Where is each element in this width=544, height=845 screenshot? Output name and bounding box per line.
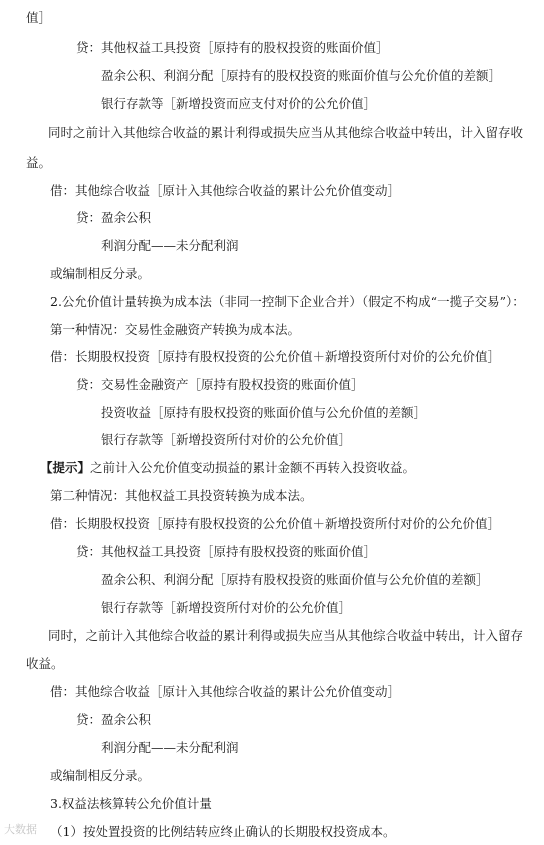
text-line: 借：长期股权投资［原持有股权投资的公允价值＋新增投资所付对价的公允价值］ <box>50 516 501 531</box>
text-line: 值］ <box>26 10 52 25</box>
text-line: （1）按处置投资的比例结转应终止确认的长期股权投资成本。 <box>50 824 396 839</box>
text-line: 益。 <box>26 155 52 170</box>
text-line: 银行存款等［新增投资而应支付对价的公允价值］ <box>101 96 377 111</box>
text-line: 2.公允价值计量转换为成本法（非同一控制下企业合并）（假定不构成“一揽子交易”）： <box>50 294 525 309</box>
text-line: 贷：盈余公积 <box>76 210 152 225</box>
text-line: 贷：其他权益工具投资［原持有股权投资的账面价值］ <box>76 544 377 559</box>
text-line: 或编制相反分录。 <box>50 768 151 783</box>
text-line: 或编制相反分录。 <box>50 266 151 281</box>
text-line: 第二种情况：其他权益工具投资转换为成本法。 <box>50 488 313 503</box>
text-line: 收益。 <box>26 656 64 671</box>
text-line: 投资收益［原持有股权投资的账面价值与公允价值的差额］ <box>101 405 427 420</box>
text-line: 盈余公积、利润分配［原持有的股权投资的账面价值与公允价值的差额］ <box>101 68 502 83</box>
hint-line <box>40 462 415 475</box>
text-line: 银行存款等［新增投资所付对价的公允价值］ <box>101 432 352 447</box>
text-line: 银行存款等［新增投资所付对价的公允价值］ <box>101 600 352 615</box>
text-line: 借：长期股权投资［原持有股权投资的公允价值＋新增投资所付对价的公允价值］ <box>50 349 501 364</box>
hint-label: 【提示】 <box>40 460 91 475</box>
text-line: 第一种情况：交易性金融资产转换为成本法。 <box>50 322 301 337</box>
text-line: 盈余公积、利润分配［原持有股权投资的账面价值与公允价值的差额］ <box>101 572 489 587</box>
watermark-text: 大数据 <box>4 823 37 836</box>
text-line: 同时之前计入其他综合收益的累计利得或损失应当从其他综合收益中转出，计入留存收 <box>48 125 524 140</box>
text-line: 3.权益法核算转公允价值计量 <box>50 796 212 811</box>
text-line: 借：其他综合收益［原计入其他综合收益的累计公允价值变动］ <box>50 183 401 198</box>
text-line: 借：其他综合收益［原计入其他综合收益的累计公允价值变动］ <box>50 684 401 699</box>
text-line: 利润分配——未分配利润 <box>101 238 239 253</box>
text-line: 贷：盈余公积 <box>76 712 152 727</box>
text-line: 贷：交易性金融资产［原持有股权投资的账面价值］ <box>76 377 364 392</box>
text-line: 同时，之前计入其他综合收益的累计利得或损失应当从其他综合收益中转出，计入留存 <box>48 628 524 643</box>
text-line: 利润分配——未分配利润 <box>101 740 239 755</box>
text-line: 贷：其他权益工具投资［原持有的股权投资的账面价值］ <box>76 40 389 55</box>
hint-text: 之前计入公允价值变动损益的累计金额不再转入投资收益。 <box>90 460 416 475</box>
